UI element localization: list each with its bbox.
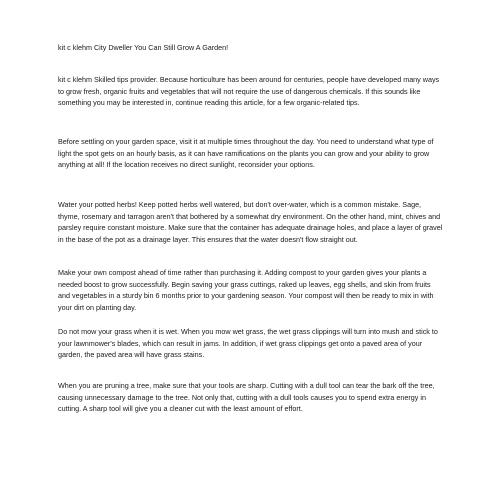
paragraph-pruning: When you are pruning a tree, make sure that your tools are sharp. Cutting with a dull tool can tear the bark off the tree, causing unnecessary damage to the tree. Not only that, cutting with a dull tools causes you to spend extra energy in cutting. A sharp tool will give you a cleaner cut with the least amount of effort.: [58, 381, 435, 414]
document-title: kit c klehm City Dweller You Can Still Grow A Garden!: [58, 43, 229, 52]
paragraph-potted-herbs: Water your potted herbs! Keep potted herbs well watered, but don't over-water, which is a common mistake. Sage, thyme, rosemary and tarragon aren't that bothered by a somewhat dry environment. On the other hand, mint, chives and parsley require constant moisture. Make sure that the container has adequate drainage holes, and place a layer of gravel in the base of the pot as a drainage layer. This ensures that the water doesn't flow straight out.: [58, 200, 443, 245]
paragraph-compost: Make your own compost ahead of time rather than purchasing it. Adding compost to your garden gives your plants a needed boost to grow successfully. Begin saving your grass cuttings, raked up leaves, egg shells, and skin from fruits and vegetables in a sturdy bin 6 months prior to your gardening season. Your compost will then be ready to mix in with your dirt on planting day.: [58, 268, 434, 313]
paragraph-intro: kit c klehm Skilled tips provider. Because horticulture has been around for centuries, people have developed many ways to grow fresh, organic fruits and vegetables that will not require the use of dangerous chemicals. If this sounds like something you may be interested in, continue reading this article, for a few organic-related tips.: [58, 75, 440, 108]
paragraph-garden-space: Before settling on your garden space, visit it at multiple times throughout the day. You need to understand what type of light the spot gets on an hourly basis, as it can have ramifications on the plants you can grow and your ability to grow anything at all! If the location receives no direct sunlight, reconsider your options.: [58, 137, 434, 170]
paragraph-mowing: Do not mow your grass when it is wet. When you mow wet grass, the wet grass clippings will turn into mush and stick to your lawnmower's blades, which can result in jams. In addition, if wet grass clippings get onto a paved area of your garden, the paved area will have grass stains.: [58, 327, 438, 360]
